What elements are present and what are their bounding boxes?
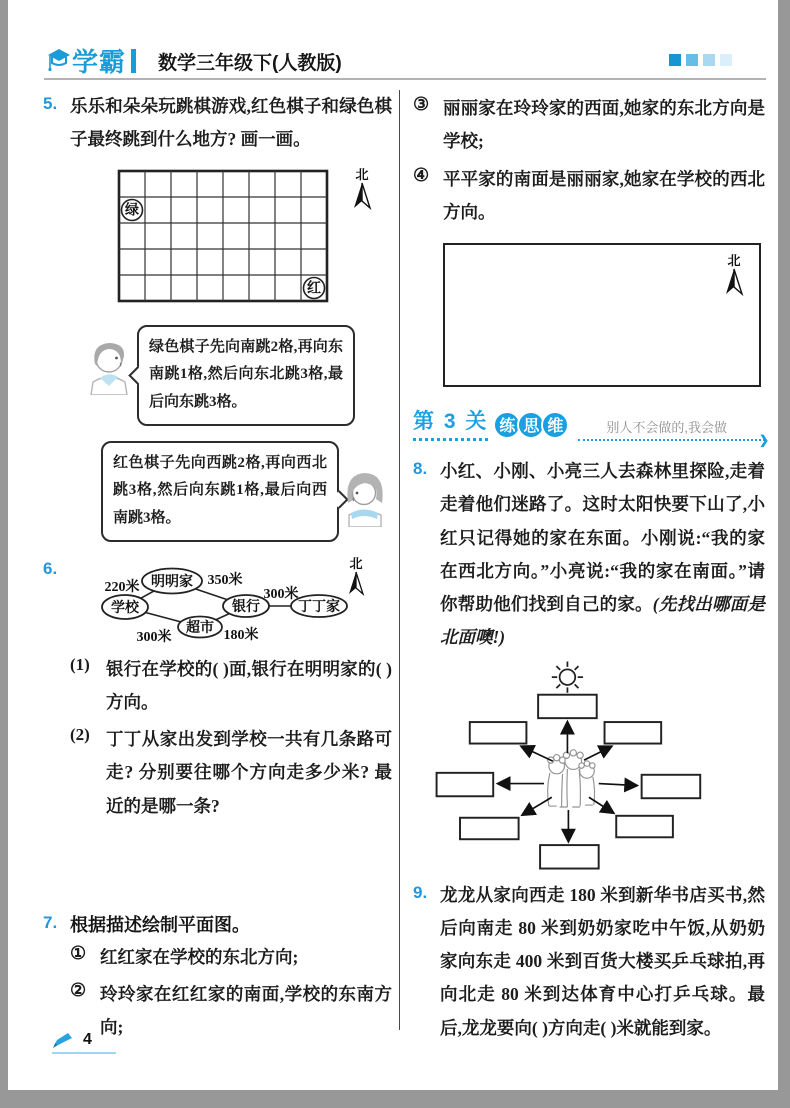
green-instructions-text: 绿色棋子先向南跳2格,再向东南跳1格,然后向东北跳3格,最后向东跳3格。	[149, 338, 343, 410]
question-7-item-2: ② 玲玲家在红红家的南面,学校的东南方向;	[70, 980, 392, 1038]
answer-box-south	[540, 845, 599, 868]
answer-box-north	[538, 694, 597, 717]
question-8-hint: (先找出哪面是北面噢!)	[440, 594, 765, 648]
answer-box-southeast	[616, 815, 673, 836]
pencil-icon	[52, 1032, 74, 1049]
question-9-text: 龙龙从家向西走 180 米到新华书店买书,然后向南走 80 米到奶奶家吃中午饭,从奶奶家向东走 400 米到百货大楼买乒乓球拍,再向北走 80 米到达体育中心打乒乓球。最后,龙龙要向( )方向走( )米就能到家。	[440, 884, 765, 1038]
page-footer	[52, 1031, 116, 1054]
boy-avatar	[83, 337, 129, 395]
brand-logo	[48, 42, 136, 79]
green-piece-speech	[43, 325, 392, 427]
question-7	[43, 909, 392, 1045]
svg-text:北: 北	[355, 166, 369, 182]
answer-box-east	[642, 774, 701, 797]
answer-box-northeast	[605, 722, 662, 743]
decorative-squares	[669, 54, 732, 66]
red-piece-speech	[43, 441, 392, 543]
north-compass-icon	[349, 556, 363, 594]
brand-name: 学霸	[72, 47, 127, 77]
answer-box-southwest	[460, 817, 519, 838]
checkers-grid-figure	[117, 166, 392, 307]
distance-label: 300米	[263, 586, 299, 602]
question-6-sub-1: (1) 银行在学校的( )面,银行在明明家的( )方向。	[70, 653, 392, 720]
checkers-grid	[117, 169, 331, 305]
question-7-number: 7.	[43, 912, 58, 932]
question-7-item-4: ④ 平平家的南面是丽丽家,她家在学校的西北方向。	[413, 164, 765, 222]
question-5-text: 乐乐和朵朵玩跳棋游戏,红色棋子和绿色棋子最终跳到什么地方? 画一画。	[70, 96, 392, 150]
two-column-content	[43, 90, 769, 1038]
left-column	[43, 90, 400, 1038]
section-3-header	[413, 405, 769, 447]
page	[8, 0, 778, 1090]
dotted-arrow-line: ❯	[578, 439, 765, 441]
girl-avatar	[343, 469, 389, 527]
answer-box-west	[437, 772, 494, 795]
right-column	[400, 90, 769, 1038]
question-7-title: 根据描述绘制平面图。	[70, 914, 250, 935]
drawing-answer-box	[443, 243, 761, 387]
page-number: 4	[83, 1031, 92, 1048]
question-7-item-1: ① 红红家在学校的东北方向;	[70, 942, 299, 967]
answer-box-northwest	[470, 722, 527, 743]
svg-text:丁丁家: 丁丁家	[298, 599, 340, 615]
question-8	[413, 455, 765, 655]
question-5-number: 5.	[43, 94, 58, 113]
svg-text:北: 北	[349, 555, 363, 571]
question-5	[43, 90, 392, 157]
question-7-item-3: ③ 丽丽家在玲玲家的西面,她家的东北方向是学校;	[413, 94, 765, 152]
distance-label: 350米	[207, 572, 243, 588]
distance-label: 300米	[136, 629, 172, 645]
north-compass-icon	[721, 253, 747, 297]
question-6-sub-2-text: 丁丁从家出发到学校一共有几条路可走? 分别要往哪个方向走多少米? 最近的是哪一条?	[106, 729, 392, 816]
red-instructions-bubble	[101, 441, 339, 542]
sun-icon	[552, 661, 583, 692]
bubble-tail	[128, 366, 146, 384]
question-9	[413, 879, 765, 1045]
header-divider	[44, 78, 766, 80]
question-6-sub-1-text: 银行在学校的( )面,银行在明明家的( )方向。	[106, 658, 392, 712]
green-instructions-bubble	[137, 325, 355, 426]
brand-divider-bar	[131, 49, 136, 73]
directions-diagram-figure	[419, 657, 751, 875]
book-title: 数学三年级下(人教版)	[158, 53, 342, 74]
question-8-number: 8.	[413, 459, 428, 478]
red-piece-label: 红	[307, 281, 321, 296]
svg-text:学校: 学校	[111, 600, 139, 616]
question-9-number: 9.	[413, 882, 428, 902]
question-6	[43, 555, 392, 649]
question-6-number: 6.	[43, 558, 58, 578]
graduation-cap-icon	[48, 48, 70, 74]
question-8-text: 小红、小刚、小亮三人去森林里探险,走着走着他们迷路了。这时太阳快要下山了,小红只记得她的家在东面。小刚说:“我的家在西北方向。”小亮说:“我的家在南面。”请你帮助他们找到自己的家。	[440, 461, 765, 614]
distance-label: 180米	[223, 627, 259, 643]
question-6-sub-2: (2) 丁丁从家出发到学校一共有几条路可走? 分别要往哪个方向走多少米? 最近的是哪一条?	[70, 723, 392, 823]
green-piece-label: 绿	[125, 203, 139, 218]
svg-text:北: 北	[727, 253, 741, 268]
svg-text:明明家: 明明家	[151, 574, 193, 590]
svg-text:超市: 超市	[186, 620, 214, 636]
distance-label: 220米	[104, 579, 140, 595]
svg-text:银行: 银行	[232, 599, 260, 615]
red-instructions-text: 红色棋子先向西跳2格,再向西北跳3格,然后向东跳1格,最后向西南跳3格。	[113, 454, 327, 526]
places-map-figure	[70, 555, 372, 649]
section-3-slogan: 别人不会做的,我会做	[606, 420, 727, 435]
section-3-badge: 练 思 维	[497, 411, 569, 439]
section-3-title: 第 3 关	[413, 405, 488, 441]
north-compass-icon	[349, 167, 375, 211]
